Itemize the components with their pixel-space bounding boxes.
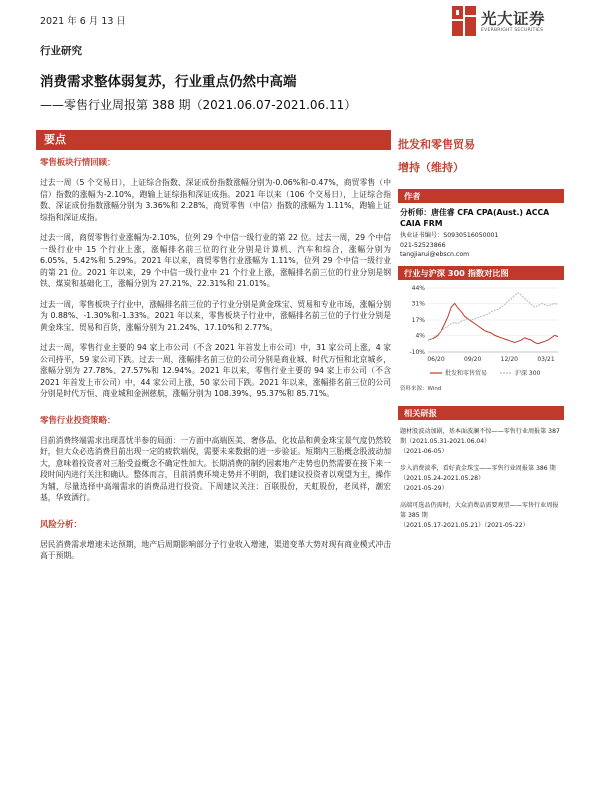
chart-x-tick-label: 12/20	[500, 355, 518, 363]
related-report[interactable]	[398, 464, 564, 494]
author-heading: 作者	[398, 189, 564, 203]
related-report-title[interactable]: 步入消费淡季，看好黄金珠宝——零售行业周报第 386 期（2021.05.24-2021.05.28）	[400, 464, 556, 482]
logo-text-cn: 光大证券	[481, 10, 546, 28]
related-heading: 相关研报	[398, 406, 564, 420]
everbright-logo-icon	[452, 6, 476, 36]
chart-y-tick-label: 31%	[411, 299, 425, 307]
related-report-date: （2021.05.17-2021.05.21）（2021-05-22）	[400, 521, 529, 529]
chart-x-tick-label: 03/21	[537, 355, 555, 363]
rating-value: 增持（维持）	[398, 161, 464, 174]
chart-y-tick-label: -10%	[409, 348, 425, 356]
index-comparison-chart	[398, 280, 564, 383]
chart-y-tick-label: 4%	[415, 331, 425, 339]
report-category: 行业研究	[40, 45, 82, 57]
chart-legend-label: 批发和零售贸易	[445, 369, 488, 377]
chart-source: 资料来源：Wind	[400, 385, 442, 392]
chart-x-tick-label: 06/20	[427, 355, 445, 363]
strategy-title: 零售行业投资策略：	[40, 414, 116, 425]
market-review-paragraph: 过去一周，零售行业主要的 94 家上市公司（不含 2021 年首发上市公司）中，31 家公司上涨，4 家公司持平，59 家公司下跌。过去一周，涨幅排名前三位的公司分别是商业城、时代万恒和北京城乡，涨幅分别为 27.78%、27.57%和 12.94%。2021 年以来，零售行业主要的 94 家上市公司（不含 2021 年首发上市公司）中，44 家公司上涨，50 家公司下跌。2021 年以来，涨幅排名前三位的公司分别是时代万恒、商业城和金洲慈航，涨幅分别为 108.39%、95.37%和 85.71%。	[40, 343, 391, 398]
chart-y-tick-label: 17%	[411, 316, 425, 324]
chart-svg	[398, 280, 564, 383]
related-report-title[interactable]: 高端可选品仍需时，大众消费品需要观望——零售行业周报第 385 期	[400, 501, 559, 519]
summary-column	[36, 130, 391, 562]
market-review-paragraph: 过去一周，商贸零售行业涨幅为-2.10%，位列 29 个中信一级行业的第 22 位。过去一周，29 个中信一级行业中 15 个行业上涨，涨幅排名前三位的行业分别是计算机、汽车和综合，涨幅分别为 6.05%、5.42%和 5.29%。2021 年以来，商贸零售行业涨幅为 1.11%，位列 29 个中信一级行业的第 21 位。2021 年以来，29 个中信一级行业中 21 个行业上涨，涨幅排名前三位的行业分别是钢铁、煤炭和基础化工，涨幅分别为 27.21%、22.31%和 21.01%。	[40, 233, 391, 288]
chart-y-tick-label: 44%	[411, 284, 425, 292]
risk-paragraph: 居民消费需求增速未达预期，地产后周期影响部分子行业收入增速，渠道变革大势对现有商业模式冲击高于预期。	[40, 539, 391, 560]
analyst-phone: 021-52523866	[400, 241, 446, 249]
chart-heading: 行业与沪深 300 指数对比图	[398, 266, 564, 280]
summary-heading: 要点	[36, 130, 391, 150]
report-title: 消费需求整体弱复苏，行业重点仍然中高端	[40, 74, 297, 90]
chart-legend-label: 沪深 300	[515, 369, 541, 377]
analyst-email[interactable]: tangjiarui@ebscn.com	[400, 251, 470, 258]
report-date: 2021 年 6 月 13 日	[40, 16, 126, 27]
risk-title: 风险分析：	[40, 518, 82, 529]
market-review-paragraph: 过去一周（5 个交易日），上证综合指数、深证成份指数涨幅分别为-0.06%和-0.47%，商贸零售（中信）指数的涨幅为-2.10%，跑输上证综指和深证成指。2021 年以来（106 个交易日），上证综合指数、深证成份指数涨幅分别为 3.36%和 2.28%，商贸零售（中信）指数的涨幅为 1.11%，跑输上证综指和深证成指。	[40, 178, 391, 222]
market-review-paragraph: 过去一周，零售板块子行业中，涨幅排名前三位的子行业分别是黄金珠宝、贸易和专业市场，涨幅分别为 0.88%、-1.30%和-1.33%。2021 年以来，零售板块子行业中，涨幅排名前三位的子行业分别是黄金珠宝、贸易和百货，涨幅分别为 21.24%、17.10%和 2.77%。	[40, 299, 391, 332]
market-review-title: 零售板块行情回顾：	[40, 157, 116, 167]
logo-text-en: EVERBRIGHT SECURITIES	[481, 28, 544, 33]
related-report-title[interactable]: 题材股波动加剧，基本面波澜不惊——零售行业周报第 387 期（2021.05.31-2021.06.04）	[400, 427, 560, 445]
related-report-date: （2021-05-29）	[400, 484, 448, 492]
industry-name: 批发和零售贸易	[398, 138, 475, 151]
related-report[interactable]	[398, 501, 564, 531]
sidebar-column	[398, 130, 564, 531]
report-subtitle: ——零售行业周报第 388 期（2021.06.07-2021.06.11）	[40, 98, 357, 112]
related-report[interactable]	[398, 427, 564, 457]
chart-x-tick-label: 09/20	[464, 355, 482, 363]
analyst-contact	[398, 231, 564, 260]
chart-series-line	[428, 303, 558, 343]
related-report-date: （2021-06-05）	[400, 447, 448, 455]
brand-logo	[452, 6, 562, 38]
analyst-name: 分析师：唐佳睿 CFA CPA(Aust.) ACCA CAIA FRM	[400, 208, 550, 228]
analyst-cert: 执业证书编号：S0930516050001	[400, 232, 499, 239]
strategy-paragraph: 目前消费终端需求出现喜忧半参的局面：一方面中高端医美、奢侈品、化妆品和黄金珠宝景气度仍然较好，但大众必选消费目前出现一定的疲软端倪，需要未来数据的进一步验证。短期内三胎概念股波动加大，意味着投资者对三胎受益概念不确定性加大。长期消费的制约因素地产走势也仍然需要在接下来一段时间内进行关注和确认。整体而言，目前消费环境走势并不明朗，我们建议投资者以观望为主，操作为辅，尽量选择中高端需求的消费品进行投资。下周建议关注：百联股份，天虹股份，老凤祥，潮宏基，华致酒行。	[40, 435, 391, 502]
